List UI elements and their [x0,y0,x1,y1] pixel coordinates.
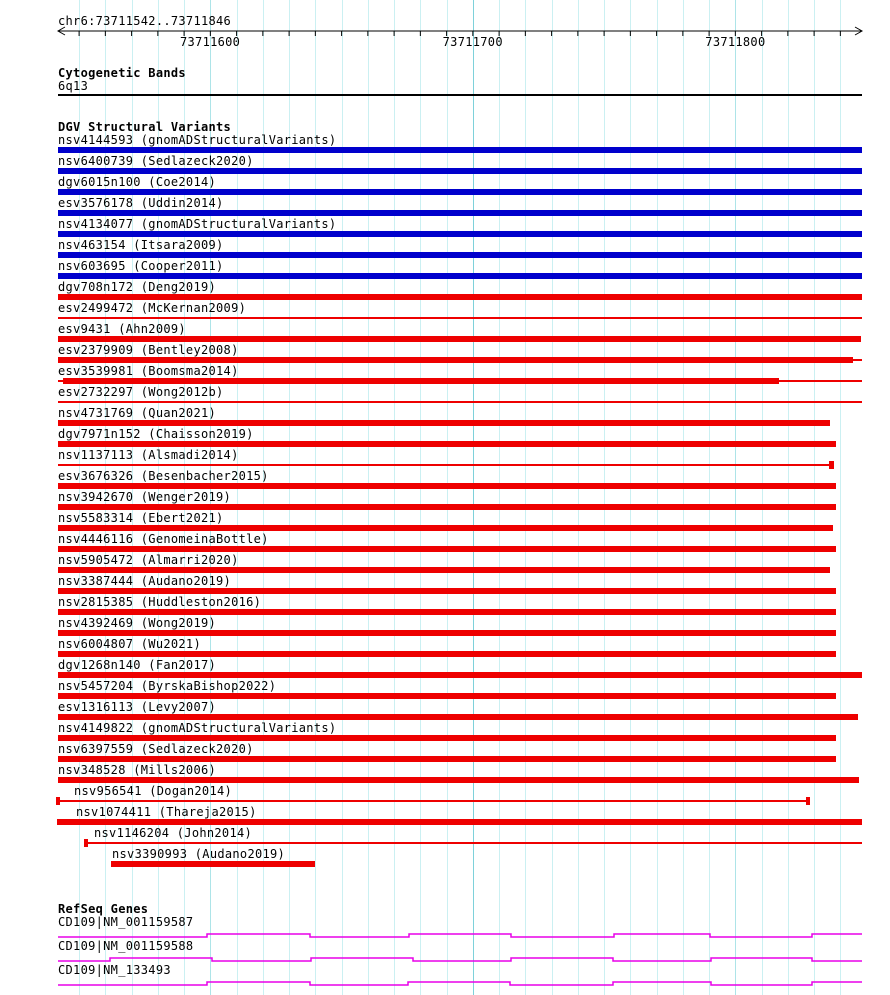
gene-line[interactable] [58,934,862,937]
variant-label: esv3676326 (Besenbacher2015) [58,469,269,483]
variant-label: nsv4134077 (gnomADStructuralVariants) [58,217,337,231]
cytobands-section-title: Cytogenetic Bands [58,66,186,80]
variant-bar[interactable] [58,525,833,531]
variant-bar[interactable] [58,483,836,489]
variant-bar[interactable] [58,800,808,802]
ruler-tick-label: 73711800 [705,35,766,49]
variant-bar[interactable] [58,630,836,636]
variant-bar[interactable] [58,401,862,403]
variant-bar[interactable] [58,693,836,699]
variant-bar[interactable] [111,861,315,867]
variant-bar[interactable] [58,189,862,195]
variant-bar[interactable] [58,336,861,342]
genes-section-title: RefSeq Genes [58,902,149,916]
variant-bar[interactable] [58,714,858,720]
variant-label: esv2499472 (McKernan2009) [58,301,247,315]
variant-label: esv1316113 (Levy2007) [58,700,217,714]
variant-label: esv2379909 (Bentley2008) [58,343,239,357]
variant-bar[interactable] [829,461,834,469]
variant-label: dgv7971n152 (Chaisson2019) [58,427,254,441]
ruler-tick-label: 73711700 [442,35,503,49]
variant-label: esv9431 (Ahn2009) [58,322,186,336]
variant-label: nsv463154 (Itsara2009) [58,238,224,252]
variant-label: nsv4446116 (GenomeinaBottle) [58,532,269,546]
variant-label: nsv956541 (Dogan2014) [74,784,233,798]
variant-label: nsv348528 (Mills2006) [58,763,217,777]
variant-label: nsv4144593 (gnomADStructuralVariants) [58,133,337,147]
variant-bar[interactable] [57,819,862,825]
variant-bar[interactable] [58,651,836,657]
variant-bar[interactable] [58,231,862,237]
variant-label: nsv6397559 (Sedlazeck2020) [58,742,254,756]
variant-bar[interactable] [86,842,862,844]
variant-bar[interactable] [58,210,862,216]
variants-section-title: DGV Structural Variants [58,120,232,134]
variant-label: nsv5583314 (Ebert2021) [58,511,224,525]
variant-label: nsv4731769 (Quan2021) [58,406,217,420]
cytoband-label: 6q13 [58,79,89,93]
variant-label: nsv4392469 (Wong2019) [58,616,217,630]
variant-label: nsv3390993 (Audano2019) [112,847,286,861]
variant-bar[interactable] [58,546,836,552]
region-label: chr6:73711542..73711846 [58,14,232,28]
variant-bar[interactable] [58,252,862,258]
variant-label: dgv6015n100 (Coe2014) [58,175,217,189]
gene-label: CD109|NM_133493 [58,963,171,977]
variant-bar[interactable] [63,378,779,384]
variant-label: esv3539981 (Boomsma2014) [58,364,239,378]
variant-bar[interactable] [58,777,859,783]
variant-label: esv3576178 (Uddin2014) [58,196,224,210]
variant-bar[interactable] [58,168,862,174]
variant-bar[interactable] [58,609,836,615]
gene-label: CD109|NM_001159588 [58,939,194,953]
variant-label: nsv4149822 (gnomADStructuralVariants) [58,721,337,735]
variant-bar[interactable] [58,672,862,678]
variant-label: nsv3387444 (Audano2019) [58,574,232,588]
variant-label: dgv1268n140 (Fan2017) [58,658,217,672]
variant-bar[interactable] [58,588,836,594]
variant-label: dgv708n172 (Deng2019) [58,280,217,294]
variant-bar[interactable] [58,420,830,426]
variant-bar[interactable] [58,756,836,762]
variant-label: nsv5457204 (ByrskaBishop2022) [58,679,277,693]
variant-bar[interactable] [58,317,862,319]
variant-bar[interactable] [58,567,830,573]
gene-label: CD109|NM_001159587 [58,915,194,929]
variant-bar[interactable] [806,797,810,805]
variant-label: nsv2815385 (Huddleston2016) [58,595,262,609]
variant-bar[interactable] [58,504,836,510]
variant-bar[interactable] [58,147,862,153]
variant-label: nsv603695 (Cooper2011) [58,259,224,273]
variant-label: nsv1074411 (Thareja2015) [76,805,257,819]
variant-bar[interactable] [58,273,862,279]
ruler-tick-label: 73711600 [179,35,241,49]
gene-line[interactable] [58,958,862,961]
variant-bar[interactable] [58,464,830,466]
variant-label: esv2732297 (Wong2012b) [58,385,224,399]
variant-label: nsv6004807 (Wu2021) [58,637,201,651]
variant-label: nsv6400739 (Sedlazeck2020) [58,154,254,168]
variant-bar[interactable] [58,735,836,741]
variant-label: nsv1137113 (Alsmadi2014) [58,448,239,462]
variant-label: nsv5905472 (Almarri2020) [58,553,239,567]
variant-label: nsv3942670 (Wenger2019) [58,490,232,504]
gene-line[interactable] [58,982,862,985]
cytoband-glyph[interactable] [58,94,862,96]
variant-label: nsv1146204 (John2014) [94,826,253,840]
variant-bar[interactable] [58,441,836,447]
variant-bar[interactable] [58,294,862,300]
variant-bar[interactable] [58,357,853,363]
